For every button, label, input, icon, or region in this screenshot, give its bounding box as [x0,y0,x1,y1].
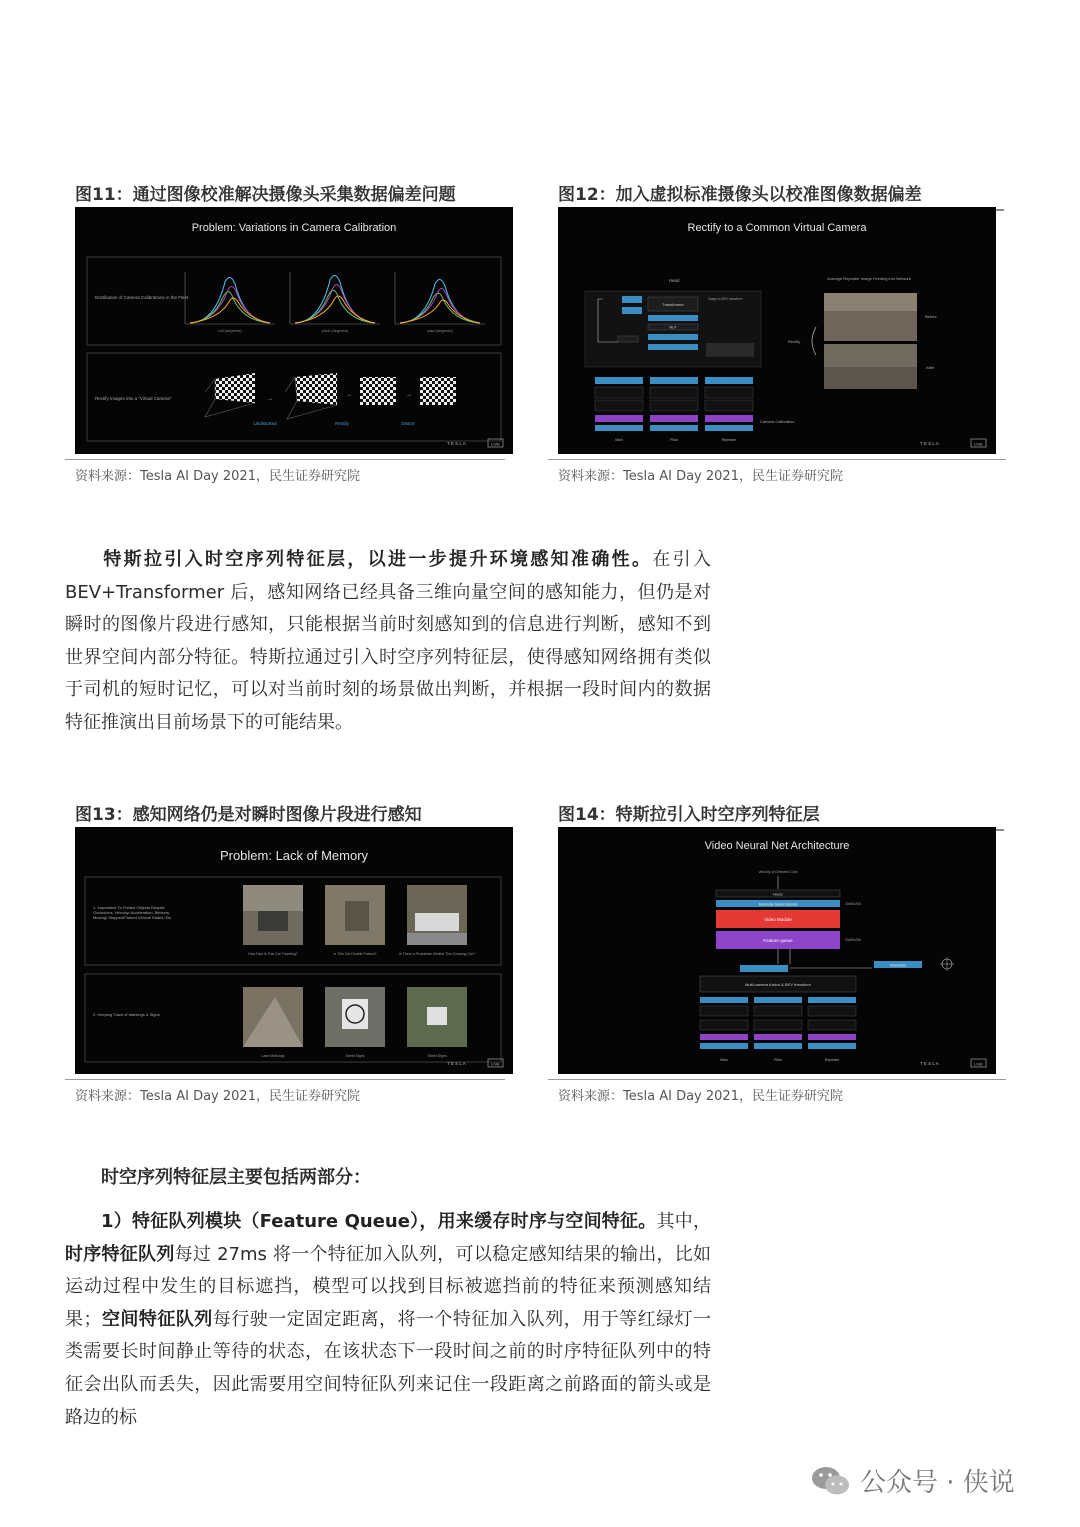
paragraph-feature-queue: 1）特征队列模块（Feature Queue），用来缓存时序与空间特征。其中，时序特征队列每过 27ms 将一个特征加入队列，可以稳定感知结果的输出，比如运动过程中发生的目标遮挡，模型可以找到目标被遮挡前的特征来预测感知结果；空间特征队列每行驶一定固定距离，将一个特征加入队列，用于等红绿灯一类需要长时间静止等待的状态，在该状态下一段时间之前的时序特征队列中的特征会出队而丢失，因此需要用空间特征队列来记住一段距离之前路面的箭头或是路边的标 [65,1211,712,1428]
svg-text:Distort: Distort [401,421,415,426]
tesla-wordmark: T E S L A [447,441,466,446]
checkerboard-sequence [205,373,456,426]
svg-text:Pillar: Pillar [774,1058,782,1062]
svg-text:Kinematics: Kinematics [890,963,906,968]
wechat-watermark: 公众号 · 侠说 [810,1462,1015,1499]
camera-columns [700,997,856,1062]
svg-text:Before: Before [925,314,937,319]
svg-text:Lane Markings: Lane Markings [261,1054,285,1058]
svg-text:Velocity of Detected Cars: Velocity of Detected Cars [758,870,798,874]
section-heading: 时空序列特征层主要包括两部分： [101,1167,371,1188]
figure-11-slide [75,207,513,454]
paragraph-lead: 特斯拉引入时空序列特征层，以进一步提升环境感知准确性。 [101,549,653,570]
svg-text:Multi-camera fusion & BEV tran: Multi-camera fusion & BEV transform [745,982,811,987]
slide-heading: Problem: Variations in Camera Calibration [191,222,397,234]
svg-text:Rectify: Rectify [335,421,349,426]
svg-text:Feature queue: Feature queue [763,938,793,943]
svg-text:Main: Main [720,1058,728,1062]
figure-11-title: 图11：通过图像校准解决摄像头采集数据偏差问题 [75,180,495,211]
svg-text:Is There a Pedestrian Behind T: Is There a Pedestrian Behind This Crossing Car? [398,952,476,956]
calibration-histograms [185,272,485,333]
svg-text:Head: Head [668,278,680,283]
svg-text:yaw (degrees): yaw (degrees) [427,328,453,333]
svg-text:Multi-scale feature features: Multi-scale feature features [758,902,798,907]
svg-text:How Fast Is This Car Traveling: How Fast Is This Car Traveling? [248,952,298,956]
paragraph-body: 在引入BEV+Transformer 后，感知网络已经具备三维向量空间的感知能力，但仍是对瞬时的图像片段进行感知，只能根据当前时刻感知到的信息进行判断，感知不到世界空间内部分特征。特斯拉通过引入时空序列特征层，使得感知网络拥有类似于司机的短时记忆，可以对当前时刻的场景做出判断，并根据一段时间内的数据特征推演出目前场景下的可能结果。 [65,549,712,733]
paragraph-temporal-layer [65,544,711,740]
figure-14-title: 图14：特斯拉引入时空序列特征层 [558,800,1004,831]
svg-text:Street Signs: Street Signs [427,1054,447,1058]
svg-text:MLP: MLP [669,325,677,330]
wechat-icon [810,1464,852,1498]
svg-text:roll (degrees): roll (degrees) [218,328,242,333]
svg-text:T E S L A: T E S L A [920,441,939,446]
svg-text:LIVE: LIVE [974,441,983,447]
figure-11-source: 资料来源：Tesla AI Day 2021，民生证券研究院 [75,469,360,484]
camera-columns [595,377,753,442]
svg-text:Street Signs: Street Signs [345,1054,365,1058]
svg-text:Rectify: Rectify [788,339,801,344]
figure-13-source: 资料来源：Tesla AI Day 2021，民生证券研究院 [75,1089,360,1104]
svg-text:Pillar: Pillar [670,438,678,442]
svg-text:Undistorted: Undistorted [253,421,277,426]
svg-text:Video Neural Net Architecture: Video Neural Net Architecture [704,840,850,852]
figure-13-slide: Problem: Lack of Memory 1. Impossible To Predict Objects Despite Occlusions, Velocity/ Acceleration, Blinkers, Moving/ Stopped/Parked Vehicle States, Etc. How Fast Is This Car Traveling? Is This Car Double Parked? Is There a Pedestrian Behind This Crossing Car? 2. Keeping Track of Markings & Signs Lane Markings Street Signs Street Signs T E S L A LIVE [75,827,513,1074]
figure-13-title: 图13：感知网络仍是对瞬时图像片段进行感知 [75,800,495,831]
svg-text:Camera Calibration: Camera Calibration [760,419,795,424]
svg-text:Rectify to a Common Virtual Ca: Rectify to a Common Virtual Camera [687,222,867,234]
svg-text:After: After [926,365,935,370]
svg-text:→: → [346,392,352,398]
svg-text:Image-to-BEV transform: Image-to-BEV transform [708,297,743,301]
svg-text:LIVE: LIVE [491,1061,500,1067]
svg-text:Main: Main [615,438,623,442]
svg-text:Heads: Heads [772,892,784,897]
svg-text:Average Repeater Image Feeding: Average Repeater Image Feeding into Network [827,276,911,281]
svg-text:Is This Car Double Parked?: Is This Car Double Parked? [333,952,377,956]
svg-text:Video Module: Video Module [764,917,792,922]
svg-text:Repeater: Repeater [721,438,737,442]
svg-text:Problem: Lack of Memory: Problem: Lack of Memory [219,848,369,863]
svg-text:→: → [406,392,412,398]
svg-text:LIVE: LIVE [974,1061,983,1067]
live-badge: LIVE [491,441,500,447]
svg-text:Transformer: Transformer [662,302,684,307]
svg-text:T E S L A: T E S L A [447,1061,466,1066]
svg-text:pitch (degrees): pitch (degrees) [321,328,349,333]
row-label: Rectify Images into a "Virtual Camera" [95,396,172,401]
figure-12-title: 图12：加入虚拟标准摄像头以校准图像数据偏差 [558,180,1004,211]
row-label: Distribution of Camera Calibrations in the Fleet [95,295,189,300]
svg-text:20x80x256: 20x80x256 [845,902,861,906]
svg-text:Repeater: Repeater [824,1058,840,1062]
svg-text:T E S L A: T E S L A [920,1061,939,1066]
svg-text:→: → [267,396,273,402]
figure-12-slide [558,207,996,454]
svg-text:20x80x256: 20x80x256 [845,938,861,942]
figure-14-slide [558,827,996,1074]
figure-12-source: 资料来源：Tesla AI Day 2021，民生证券研究院 [558,469,843,484]
figure-14-source: 资料来源：Tesla AI Day 2021，民生证券研究院 [558,1089,843,1104]
